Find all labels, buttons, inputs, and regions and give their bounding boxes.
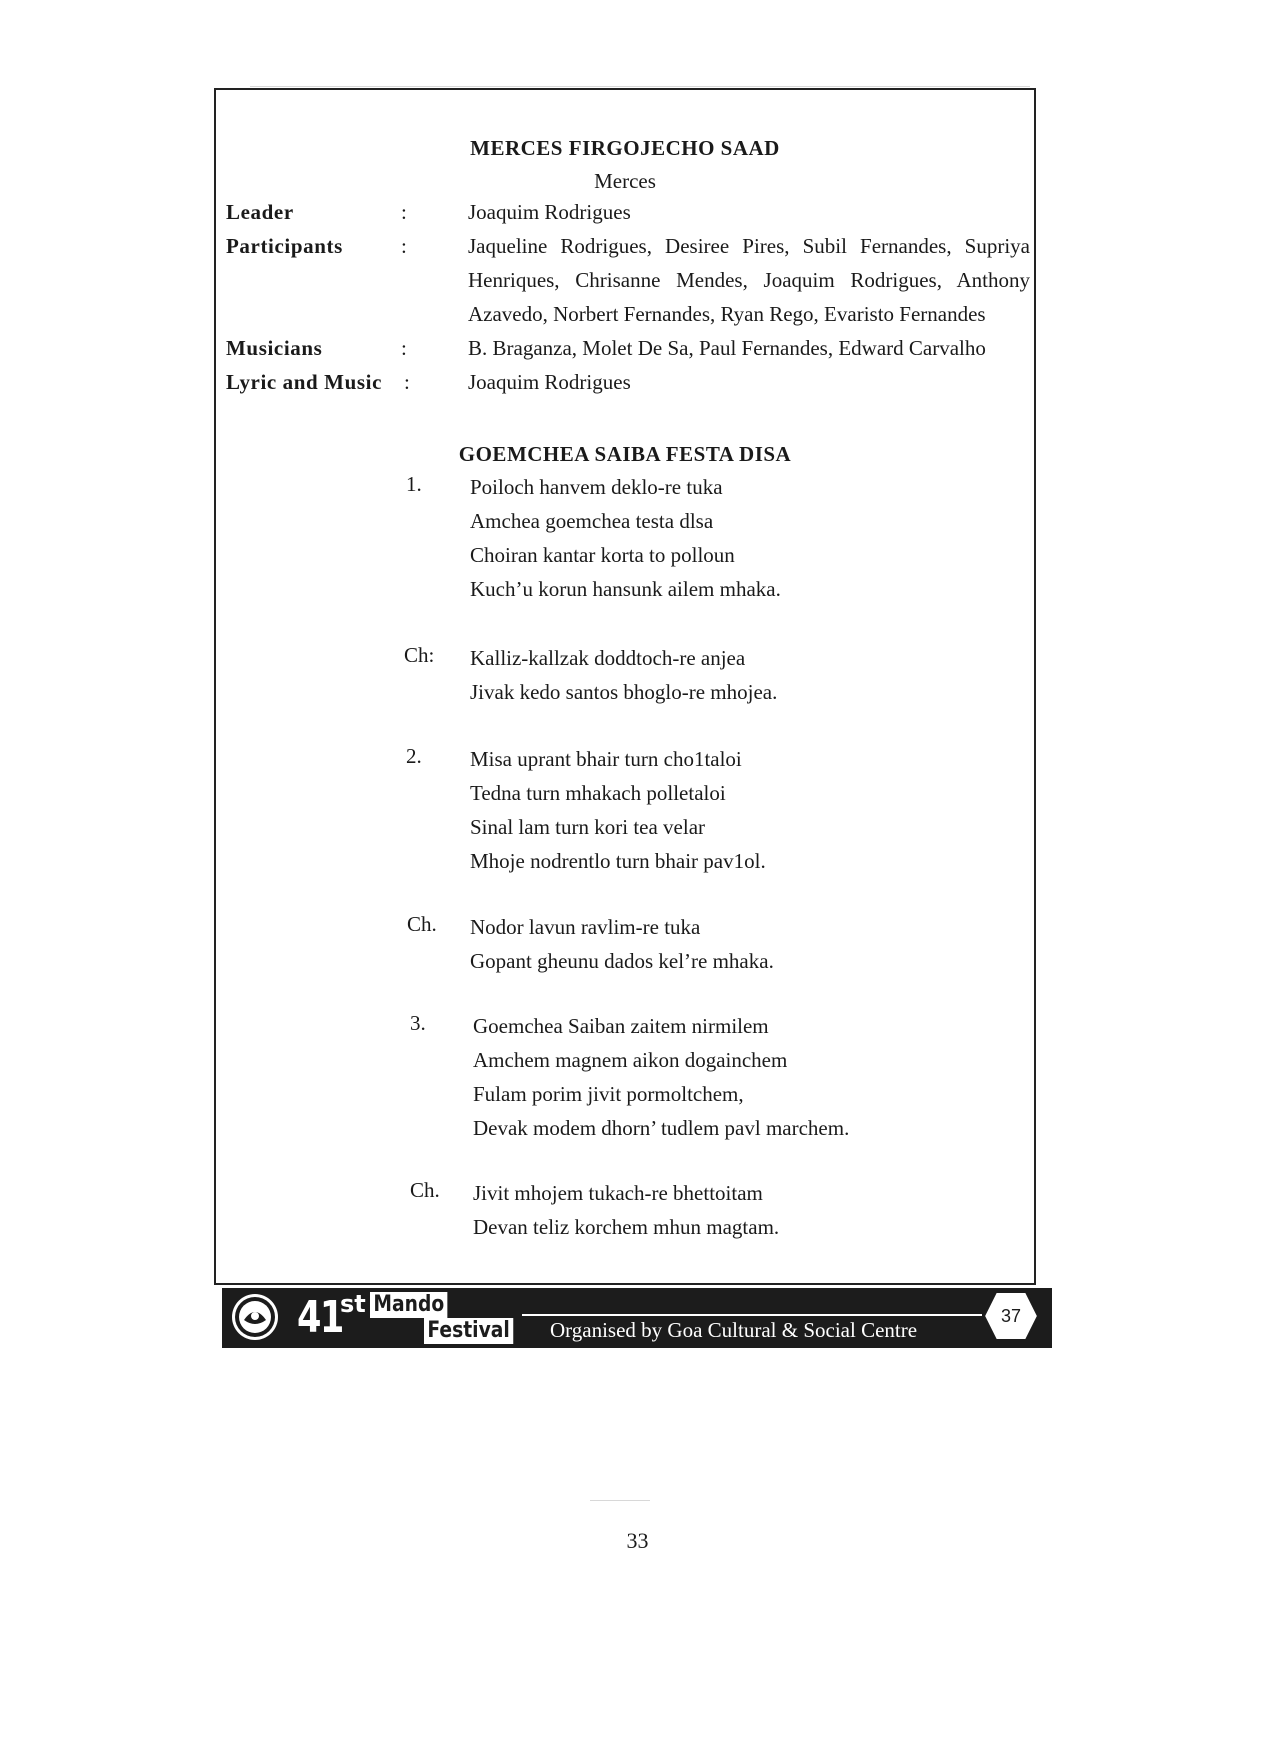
credit-value: B. Braganza, Molet De Sa, Paul Fernandes, Edward Carvalho xyxy=(468,336,986,360)
lyric-line: Amchem magnem aikon dogainchem xyxy=(473,1048,788,1072)
inner-page-badge xyxy=(982,1290,1040,1342)
credit-label: Leader xyxy=(226,200,294,224)
stanza-marker: Ch: xyxy=(404,643,435,667)
stanza-marker: 2. xyxy=(406,744,422,768)
lyric-line: Sinal lam turn kori tea velar xyxy=(470,815,706,839)
lyric-line: Gopant gheunu dados kel’re mhaka. xyxy=(470,949,774,973)
festival-emblem-icon xyxy=(230,1292,280,1342)
song-author: Merces xyxy=(594,169,656,193)
lyric-line: Jivit mhojem tukach-re bhettoitam xyxy=(473,1181,763,1205)
song-title-1: MERCES FIRGOJECHO SAAD xyxy=(470,136,780,160)
credit-value: Joaquim Rodrigues xyxy=(468,370,631,394)
stanza-marker: Ch. xyxy=(407,912,437,936)
lyric-line: Kalliz-kallzak doddtoch-re anjea xyxy=(470,646,746,670)
inner-page-number: 37 xyxy=(1000,1306,1022,1326)
lyric-line: Choiran kantar korta to polloun xyxy=(470,543,735,567)
lyric-line: Devan teliz korchem mhun magtam. xyxy=(473,1215,780,1239)
organiser-text: Organised by Goa Cultural & Social Centre xyxy=(550,1318,918,1342)
page-number: 33 xyxy=(626,1528,649,1553)
credit-label: Participants xyxy=(226,234,343,258)
lyric-line: Devak modem dhorn’ tudlem pavl marchem. xyxy=(473,1116,850,1140)
festival-word-mando: Mando xyxy=(370,1292,448,1318)
festival-footer-banner xyxy=(222,1288,1052,1348)
lyric-line: Jivak kedo santos bhoglo-re mhojea. xyxy=(470,680,778,704)
stanza-marker: 3. xyxy=(410,1011,426,1035)
lyric-line: Misa uprant bhair turn cho1taloi xyxy=(470,747,742,771)
lyric-line: Tedna turn mhakach polletaloi xyxy=(470,781,726,805)
scan-artifact-line xyxy=(250,86,1030,87)
content-frame xyxy=(214,88,1036,1285)
credit-value: Jaqueline Rodrigues, Desiree Pires, Subil Fernandes, Supriya Henriques, Chrisanne Mendes, Joaquim Rodrigues, Anthony Azavedo, Norbert Fernandes, Ryan Rego, Evaristo Fernandes xyxy=(468,234,1030,326)
scan-artifact-line xyxy=(590,1500,650,1501)
credit-label: Musicians xyxy=(226,336,323,360)
credit-colon: : xyxy=(401,234,407,258)
lyric-line: Poiloch hanvem deklo-re tuka xyxy=(470,475,723,499)
lyric-line: Nodor lavun ravlim-re tuka xyxy=(470,915,701,939)
lyric-line: Goemchea Saiban zaitem nirmilem xyxy=(473,1014,769,1038)
festival-edition-number: 41 xyxy=(297,1292,343,1343)
lyric-line: Amchea goemchea testa dlsa xyxy=(470,509,714,533)
credit-colon: : xyxy=(401,200,407,224)
song-title-2: GOEMCHEA SAIBA FESTA DISA xyxy=(458,442,792,466)
credit-colon: : xyxy=(404,370,410,394)
credit-colon: : xyxy=(401,336,407,360)
stanza-marker: Ch. xyxy=(410,1178,440,1202)
lyric-line: Fulam porim jivit pormoltchem, xyxy=(473,1082,744,1106)
credit-value: Joaquim Rodrigues xyxy=(468,200,631,224)
lyric-line: Kuch’u korun hansunk ailem mhaka. xyxy=(470,577,781,601)
festival-word-festival: Festival xyxy=(424,1318,513,1344)
credit-label: Lyric and Music xyxy=(226,370,383,394)
festival-edition-ordinal: st xyxy=(340,1290,366,1318)
footer-divider xyxy=(522,1314,982,1316)
stanza-marker: 1. xyxy=(406,472,422,496)
lyric-line: Mhoje nodrentlo turn bhair pav1ol. xyxy=(470,849,766,873)
